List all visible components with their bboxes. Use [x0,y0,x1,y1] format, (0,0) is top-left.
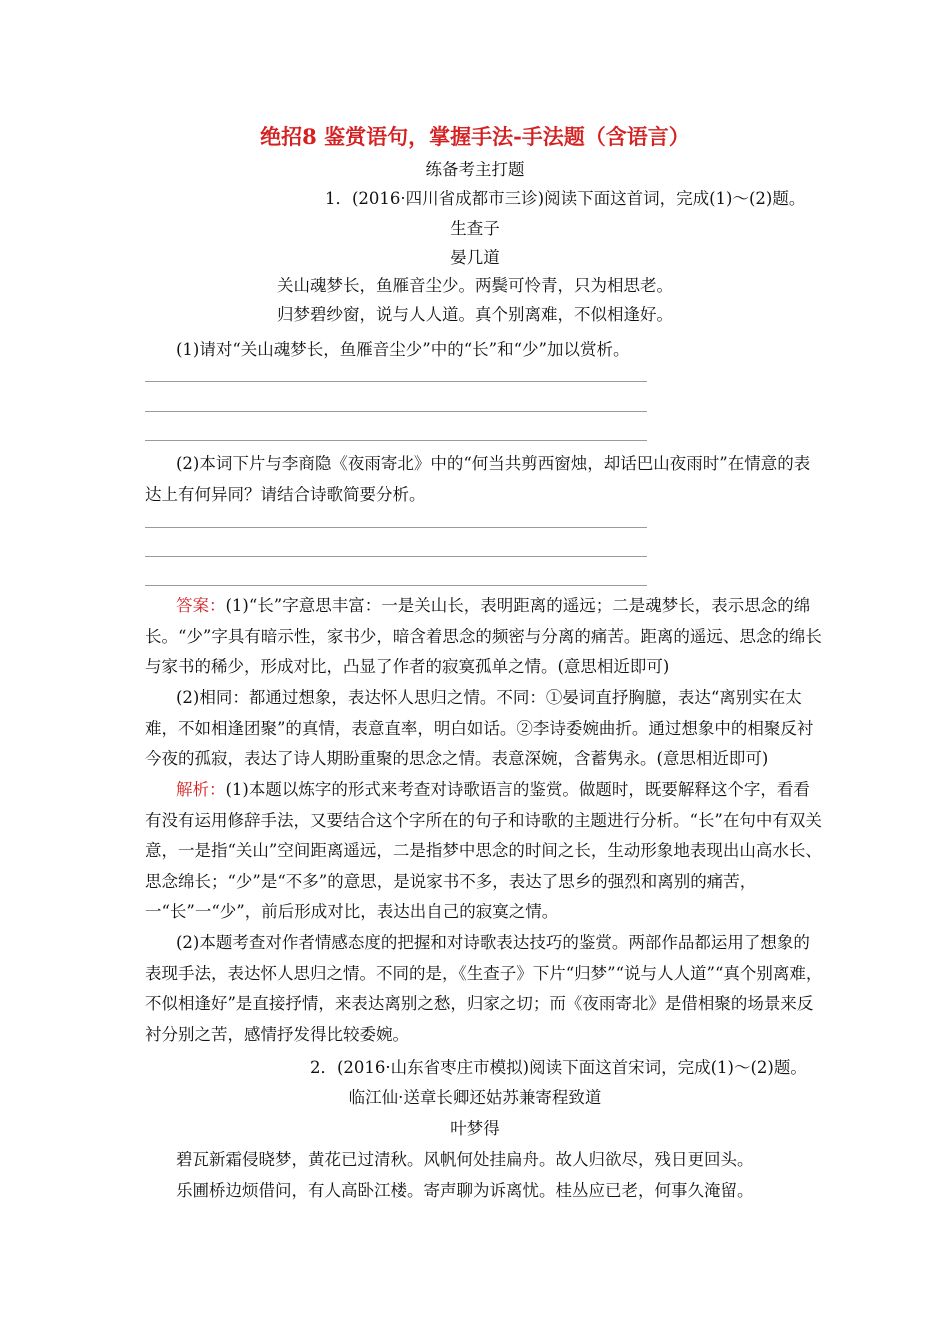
answer-line [145,527,647,528]
analysis-1-text: (1)本题以炼字的形式来考查对诗歌语言的鉴赏。做题时，既要解释这个字，看看有没有运用修辞手法，又要结合这个字所在的句子和诗歌的主题进行分析。“长”在句中有双关意，一是指“关山”空间距离遥远，二是指梦中思念的时间之长，生动形象地表现出山高水长、思念绵长；“少”是“不多”的意思，是说家书不多，表达了思乡的强烈和离别的痛苦，一“长”一“少”，前后形成对比，表达出自己的寂寞之情。 [145,780,822,921]
poem-1-line-1: 关山魂梦长，鱼雁音尘少。两鬓可怜青，只为相思老。 [277,276,673,295]
question-1-prompt: 1．(2016·四川省成都市三诊)阅读下面这首词，完成(1)～(2)题。 [325,189,806,208]
answer-1-paragraph [145,591,825,683]
section-heading: 练备考主打题 [425,160,525,179]
poem-1-title: 生查子 [450,219,500,238]
question-1-sub-1: (1)请对“关山魂梦长，鱼雁音尘少”中的“长”和“少”加以赏析。 [176,340,630,359]
poem-2-author: 叶梦得 [450,1119,500,1138]
question-1-sub-2: (2)本词下片与李商隐《夜雨寄北》中的“何当共剪西窗烛，却话巴山夜雨时”在情意的表达上有何异同？请结合诗歌简要分析。 [145,454,811,504]
answer-line [145,411,647,412]
answer-1-text: (1)“长”字意思丰富：一是关山长，表明距离的遥远；二是魂梦长，表示思念的绵长。“少”字具有暗示性，家书少，暗含着思念的频密与分离的痛苦。距离的遥远、思念的绵长与家书的稀少，形成对比，凸显了作者的寂寞孤单之情。(意思相近即可) [145,596,822,676]
poem-1-author: 晏几道 [450,248,500,267]
answer-2-paragraph: (2)相同：都通过想象，表达怀人思归之情。不同：①晏词直抒胸臆，表达“离别实在太难，不如相逢团聚”的真情，表意直率，明白如话。②李诗委婉曲折。通过想象中的相聚反衬今夜的孤寂，表达了诗人期盼重聚的思念之情。表意深婉，含蓄隽永。(意思相近即可) [145,688,814,768]
analysis-1-paragraph [145,775,825,928]
poem-1-line-2: 归梦碧纱窗，说与人人道。真个别离难，不似相逢好。 [277,305,673,324]
page-title: 绝招8 鉴赏语句，掌握手法-手法题（含语言） [260,124,690,149]
analysis-2-paragraph: (2)本题考查对作者情感态度的把握和对诗歌表达技巧的鉴赏。两部作品都运用了想象的表现手法，表达怀人思归之情。不同的是，《生查子》下片“归梦”“说与人人道”“真个别离难，不似相逢好”是直接抒情，来表达离别之愁，归家之切；而《夜雨寄北》是借相聚的场景来反衬分别之苦，感情抒发得比较委婉。 [145,933,823,1044]
answer-line [145,585,647,586]
answer-line [145,440,647,441]
answer-line [145,381,647,382]
analysis-label: 解析： [176,780,226,799]
poem-2-line-2: 乐圃桥边烦借问，有人高卧江楼。寄声聊为诉离忧。桂丛应已老，何事久淹留。 [176,1181,754,1200]
poem-2-title: 临江仙·送章长卿还姑苏兼寄程致道 [348,1088,602,1107]
answer-label: 答案： [176,596,226,615]
poem-2-line-1: 碧瓦新霜侵晓梦，黄花已过清秋。风帆何处挂扁舟。故人归欲尽，残日更回头。 [176,1150,754,1169]
question-2-prompt: 2．(2016·山东省枣庄市模拟)阅读下面这首宋词，完成(1)～(2)题。 [310,1058,807,1077]
answer-line [145,556,647,557]
